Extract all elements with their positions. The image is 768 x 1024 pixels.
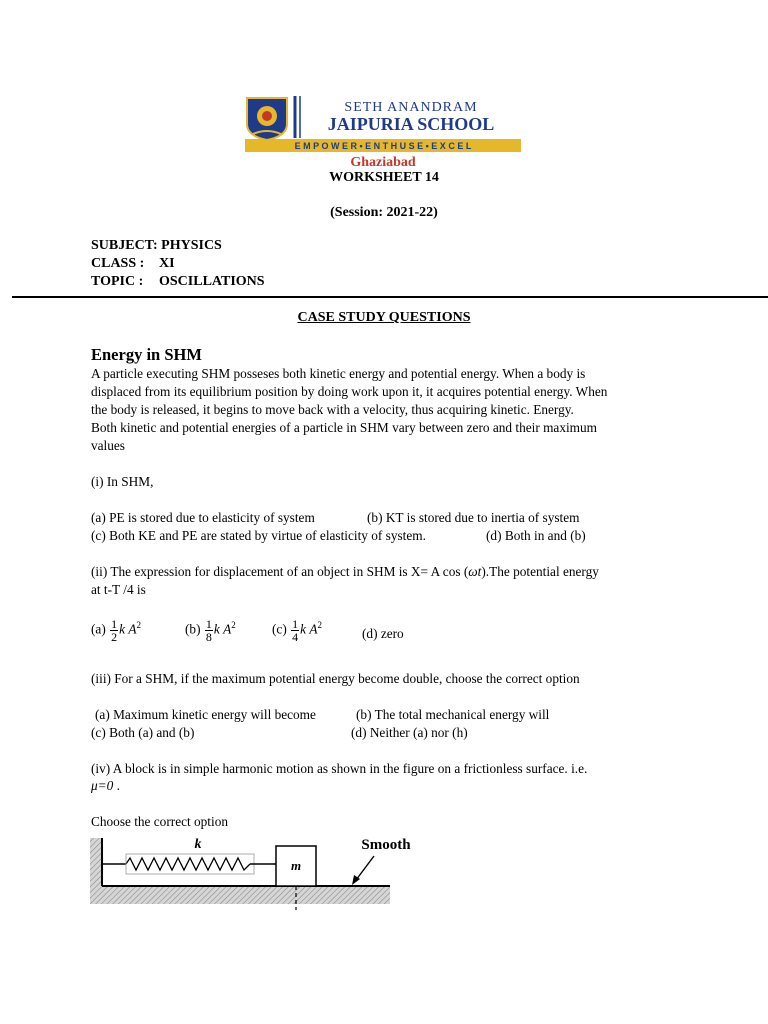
q4-stem: (iv) A block is in simple harmonic motion as shown in the figure on a frictionless surface. i.e. bbox=[91, 761, 588, 776]
q2-stem-line2: at t-T /4 is bbox=[91, 582, 146, 597]
section-title: CASE STUDY QUESTIONS bbox=[297, 310, 471, 325]
frac-num: 1 bbox=[111, 616, 118, 631]
subject-row bbox=[91, 238, 222, 254]
topic-label: TOPIC : bbox=[91, 274, 144, 289]
session-label: (Session: 2021-22) bbox=[330, 205, 438, 220]
passage-line: A particle executing SHM posseses both kinetic energy and potential energy. When a body is bbox=[91, 366, 586, 381]
smooth-arrow bbox=[356, 856, 374, 880]
school-logo bbox=[243, 94, 523, 168]
class-label: CLASS : bbox=[91, 256, 145, 271]
power: 2 bbox=[136, 620, 141, 630]
q2-option-c bbox=[272, 616, 322, 643]
q2-option-c-label: (c) bbox=[272, 621, 287, 637]
topic-row bbox=[91, 274, 265, 290]
mu-tail: . bbox=[113, 778, 120, 793]
q1-option-c: (c) Both KE and PE are stated by virtue of elasticity of system. bbox=[91, 528, 426, 543]
q3-option-c: (c) Both (a) and (b) bbox=[91, 725, 195, 740]
passage-line: displaced from its equilibrium position by doing work upon it, it acquires potential energy. When bbox=[91, 384, 608, 399]
q4-mu bbox=[91, 777, 120, 795]
q1-option-b: (b) KT is stored due to inertia of system bbox=[367, 510, 580, 525]
q2-option-a-label: (a) bbox=[91, 621, 106, 637]
var-A: A bbox=[309, 621, 318, 637]
q2-stem-after: ).The potential energy bbox=[481, 564, 599, 579]
passage-line: the body is released, it begins to move back with a velocity, thus acquiring kinetic. Energy. bbox=[91, 402, 574, 417]
omega-t: ωt bbox=[468, 564, 482, 579]
crest-icon bbox=[247, 98, 287, 140]
passage-line: values bbox=[91, 438, 125, 453]
q2-option-d: (d) zero bbox=[362, 626, 404, 641]
smooth-label: Smooth bbox=[361, 837, 411, 853]
q3-option-a: (a) Maximum kinetic energy will become bbox=[95, 707, 316, 722]
power: 2 bbox=[231, 620, 236, 630]
case-heading: Energy in SHM bbox=[91, 345, 202, 364]
q2-option-a bbox=[91, 616, 141, 643]
q3-option-d: (d) Neither (a) nor (h) bbox=[351, 725, 468, 740]
var-A: A bbox=[223, 621, 232, 637]
class-value: XI bbox=[159, 256, 175, 271]
fraction bbox=[110, 618, 118, 643]
mu-value: μ=0 bbox=[91, 778, 114, 793]
header-divider bbox=[12, 296, 768, 298]
logo-city: Ghaziabad bbox=[350, 155, 416, 168]
frac-num: 1 bbox=[205, 616, 212, 631]
subject-label: SUBJECT: bbox=[91, 238, 158, 253]
var-k: k bbox=[213, 621, 220, 637]
logo-line1: SETH ANANDRAM bbox=[344, 100, 478, 115]
subject-value: PHYSICS bbox=[161, 238, 222, 253]
fraction bbox=[205, 618, 213, 643]
q4-choose: Choose the correct option bbox=[91, 814, 228, 829]
case-passage bbox=[91, 365, 691, 455]
floor bbox=[90, 886, 390, 904]
q3-stem: (iii) For a SHM, if the maximum potential energy become double, choose the correct option bbox=[91, 671, 580, 686]
spring-label: k bbox=[194, 837, 202, 852]
var-k: k bbox=[119, 621, 125, 637]
logo-line2: JAIPURIA SCHOOL bbox=[327, 114, 495, 134]
q1-option-a: (a) PE is stored due to elasticity of system bbox=[91, 510, 315, 525]
class-row bbox=[91, 256, 175, 272]
q2-option-b-label: (b) bbox=[185, 621, 201, 637]
logo-tagline: E M P O W E R • E N T H U S E • E X C E L bbox=[294, 141, 472, 151]
q3-option-b: (b) The total mechanical energy will bbox=[356, 707, 550, 722]
q2-option-b bbox=[185, 616, 236, 643]
var-A: A bbox=[128, 621, 137, 637]
power: 2 bbox=[317, 620, 322, 630]
q2-stem-before: (ii) The expression for displacement of an object in SHM is X= A cos ( bbox=[91, 564, 469, 579]
block-label: m bbox=[290, 858, 302, 873]
fraction bbox=[291, 618, 299, 643]
frac-den: 8 bbox=[205, 629, 212, 644]
frac-num: 1 bbox=[292, 616, 299, 631]
frac-den: 2 bbox=[111, 629, 118, 644]
worksheet-title: WORKSHEET 14 bbox=[329, 170, 439, 185]
q1-option-d: (d) Both in and (b) bbox=[486, 528, 586, 543]
q1-stem: (i) In SHM, bbox=[91, 474, 154, 489]
topic-value: OSCILLATIONS bbox=[159, 274, 265, 289]
frac-den: 4 bbox=[292, 629, 299, 644]
passage-line: Both kinetic and potential energies of a particle in SHM vary between zero and their maximum bbox=[91, 420, 597, 435]
spring bbox=[102, 854, 276, 874]
q2-stem bbox=[91, 563, 599, 581]
spring-block-figure bbox=[90, 830, 420, 910]
var-k: k bbox=[300, 621, 306, 637]
